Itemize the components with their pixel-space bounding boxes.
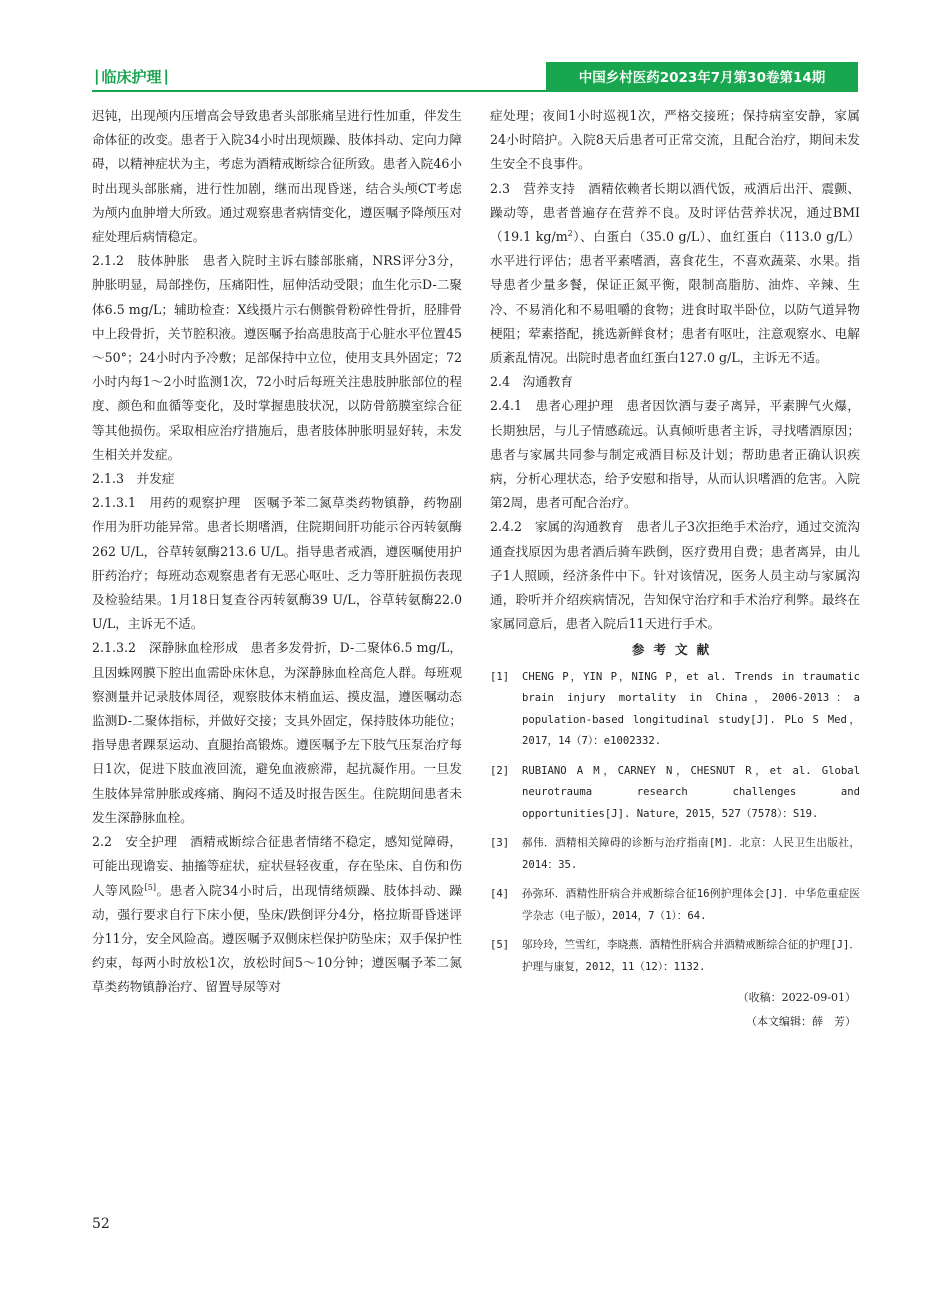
reference-number: [4] bbox=[490, 888, 510, 901]
reference-text: 邬玲玲，竺雪红，李晓燕．酒精性肝病合并酒精戒断综合征的护理[J]．护理与康复，2012，11（12）：1132. bbox=[522, 939, 860, 973]
journal-info: 中国乡村医药2023年7月第30卷第14期 bbox=[578, 70, 826, 86]
page-number: 52 bbox=[92, 1216, 110, 1232]
reference-item bbox=[490, 935, 860, 978]
references-title: 参考文献 bbox=[631, 642, 719, 658]
reference-number: [1] bbox=[490, 670, 510, 683]
section-heading: 2.1.3 并发症 bbox=[92, 471, 175, 487]
right-column bbox=[490, 104, 860, 1034]
paragraph: 2.4.2 家属的沟通教育 患者儿子3次拒绝手术治疗，通过交流沟通查找原因为患者酒后骑车跌倒，医疗费用自费；患者离异，由儿子1人照顾，经济条件中下。针对该情况，医务人员主动与家属沟通，聆听并介绍疾病情况，告知保守治疗和手术治疗利弊。最终在家属同意后，患者入院后11天进行手术。 bbox=[490, 519, 860, 632]
left-column bbox=[92, 104, 462, 1000]
paragraph: 2.1.3.1 用药的观察护理 医嘱予苯二氮草类药物镇静，药物副作用为肝功能异常。患者长期嗜酒，住院期间肝功能示谷丙转氨酶262 U/L，谷草转氨酶213.6 U/L。指导患者戒酒，遵医嘱使用护肝药治疗；每班动态观察患者有无恶心呕吐、乏力等肝脏损伤表现及检验结果。1月18日复查谷丙转氨酶39 U/L，谷草转氨酶22.0 U/L，主诉无不适。 bbox=[92, 495, 462, 632]
reference-text: CHENG P，YIN P，NING P，et al. Trends in traumatic brain injury mortality in China，2006-2013：a population-based longitudinal study[J]. PLo S Med，2017，14（7）：e1002332. bbox=[522, 670, 860, 748]
section-heading: 2.4 沟通教育 bbox=[490, 374, 573, 390]
reference-item bbox=[490, 667, 860, 753]
paragraph-text: ）、白蛋白（35.0 g/L）、血红蛋白（113.0 g/L）水平进行评估；患者平素嗜酒，喜食花生，不喜欢蔬菜、水果。指导患者少量多餐，保证正氮平衡，限制高脂肪、油炸、辛辣、生冷、不易消化和不易咀嚼的食物；进食时取半卧位，以防气道异物梗阻；荤素搭配，挑选新鲜食材；患者有呕吐，注意观察水、电解质紊乱情况。出院时患者血红蛋白127.0 g/L，主诉无不适。 bbox=[490, 229, 860, 366]
section-label bbox=[92, 62, 171, 90]
reference-text: 郝伟．酒精相关障碍的诊断与治疗指南[M]．北京：人民卫生出版社，2014：35. bbox=[522, 837, 860, 871]
reference-text: 孙弥环．酒精性肝病合并戒断综合征16例护理体会[J]．中华危重症医学杂志（电子版），2014，7（1）：64. bbox=[522, 888, 860, 922]
received-date: （收稿：2022-09-01） bbox=[737, 991, 856, 1005]
paragraph bbox=[490, 177, 860, 371]
paragraph: 2.1.3.2 深静脉血栓形成 患者多发骨折，D-二聚体6.5 mg/L，且因蛛网膜下腔出血需卧床休息，为深静脉血栓高危人群。每班观察测量并记录肢体周径，观察肢体末梢血运、摸皮温，遵医嘱动态监测D-二聚体指标，并做好交接；支具外固定，保持肢体功能位；指导患者踝泵运动、直腿抬高锻炼。遵医嘱予左下肢气压泵治疗每日1次，促进下肢血液回流，避免血液瘀滞，起抗凝作用。一旦发生肢体异常肿胀或疼痛、胸闷不适及时报告医生。住院期间患者未发生深静脉血栓。 bbox=[92, 640, 462, 825]
reference-item bbox=[490, 833, 860, 876]
paragraph bbox=[92, 830, 462, 999]
citation-marker: [5] bbox=[144, 882, 156, 892]
paragraph-text: 2.2 安全护理 酒精戒断综合征患者情绪不稳定，感知觉障碍，可能出现谵妄、抽搐等症状，症状昼轻夜重，存在坠床、自伤和伤人等风险 bbox=[92, 834, 462, 898]
reference-text: RUBIANO A M，CARNEY N，CHESNUT R，et al. Global neurotrauma research challenges and opportunities[J]. Nature，2015，527（7578）：S19. bbox=[522, 764, 860, 820]
paragraph-text: 。患者入院34小时后，出现情绪烦躁、肢体抖动、躁动，强行要求自行下床小便，坠床/跌倒评分4分，格拉斯哥昏迷评分11分，安全风险高。遵医嘱予双侧床栏保护防坠床；双手保护性约束，每两小时放松1次，放松时间5～10分钟；遵医嘱予苯二氮草类药物镇静治疗、留置导尿等对 bbox=[92, 882, 462, 995]
header-rule bbox=[92, 90, 858, 92]
reference-number: [5] bbox=[490, 939, 510, 952]
paragraph: 2.4.1 患者心理护理 患者因饮酒与妻子离异，平素脾气火爆，长期独居，与儿子情感疏远。认真倾听患者主诉，寻找嗜酒原因；患者与家属共同参与制定戒酒目标及计划；帮助患者正确认识疾病，分析心理状态，给予安慰和指导，从而认识嗜酒的危害。入院第2周，患者可配合治疗。 bbox=[490, 398, 860, 511]
reference-item bbox=[490, 884, 860, 927]
reference-number: [2] bbox=[490, 764, 510, 777]
paragraph: 迟钝，出现颅内压增高会导致患者头部胀痛呈进行性加重，伴发生命体征的改变。患者于入院34小时出现烦躁、肢体抖动、定向力障碍，以精神症状为主，考虑为酒精戒断综合征所致。患者入院46小时出现头部胀痛，进行性加剧，继而出现昏迷，结合头颅CT考虑为颅内血肿增大所致。通过观察患者病情变化，遵医嘱予降颅压对症处理后病情稳定。 bbox=[92, 108, 462, 245]
paragraph: 症处理；夜间1小时巡视1次，严格交接班；保持病室安静，家属24小时陪护。入院8天后患者可正常交流，且配合治疗，期间未发生安全不良事件。 bbox=[490, 108, 860, 172]
editor-credit: （本文编辑：薛 芳） bbox=[746, 1015, 856, 1029]
paragraph-text: 2.3 营养支持 酒精依赖者长期以酒代饭，戒酒后出汗、震颤、躁动等，患者普遍存在营养不良。及时评估营养状况，通过BMI（19.1 kg/m bbox=[490, 180, 860, 245]
section-divider-right: | bbox=[163, 67, 169, 85]
reference-item bbox=[490, 761, 860, 826]
journal-banner bbox=[546, 62, 858, 90]
superscript: 2 bbox=[567, 228, 573, 238]
section-divider-left: | bbox=[94, 67, 100, 85]
section-title: 临床护理 bbox=[101, 67, 162, 86]
paragraph: 2.1.2 肢体肿胀 患者入院时主诉右膝部胀痛，NRS评分3分，肿胀明显，局部挫伤，压痛阳性，屈伸活动受限；血生化示D-二聚体6.5 mg/L；辅助检查：X线摄片示右侧髌骨粉碎性骨折，胫腓骨中上段骨折，关节腔积液。遵医嘱予抬高患肢高于心脏水平位置45～50°；24小时内予冷敷；足部保持中立位，使用支具外固定；72小时内每1～2小时监测1次，72小时后每班关注患肢肿胀部位的程度、颜色和血循等变化，及时掌握患肢状况，以防骨筋膜室综合征等其他损伤。采取相应治疗措施后，患者肢体肿胀明显好转，未发生相关并发症。 bbox=[92, 253, 462, 462]
reference-number: [3] bbox=[490, 837, 510, 850]
